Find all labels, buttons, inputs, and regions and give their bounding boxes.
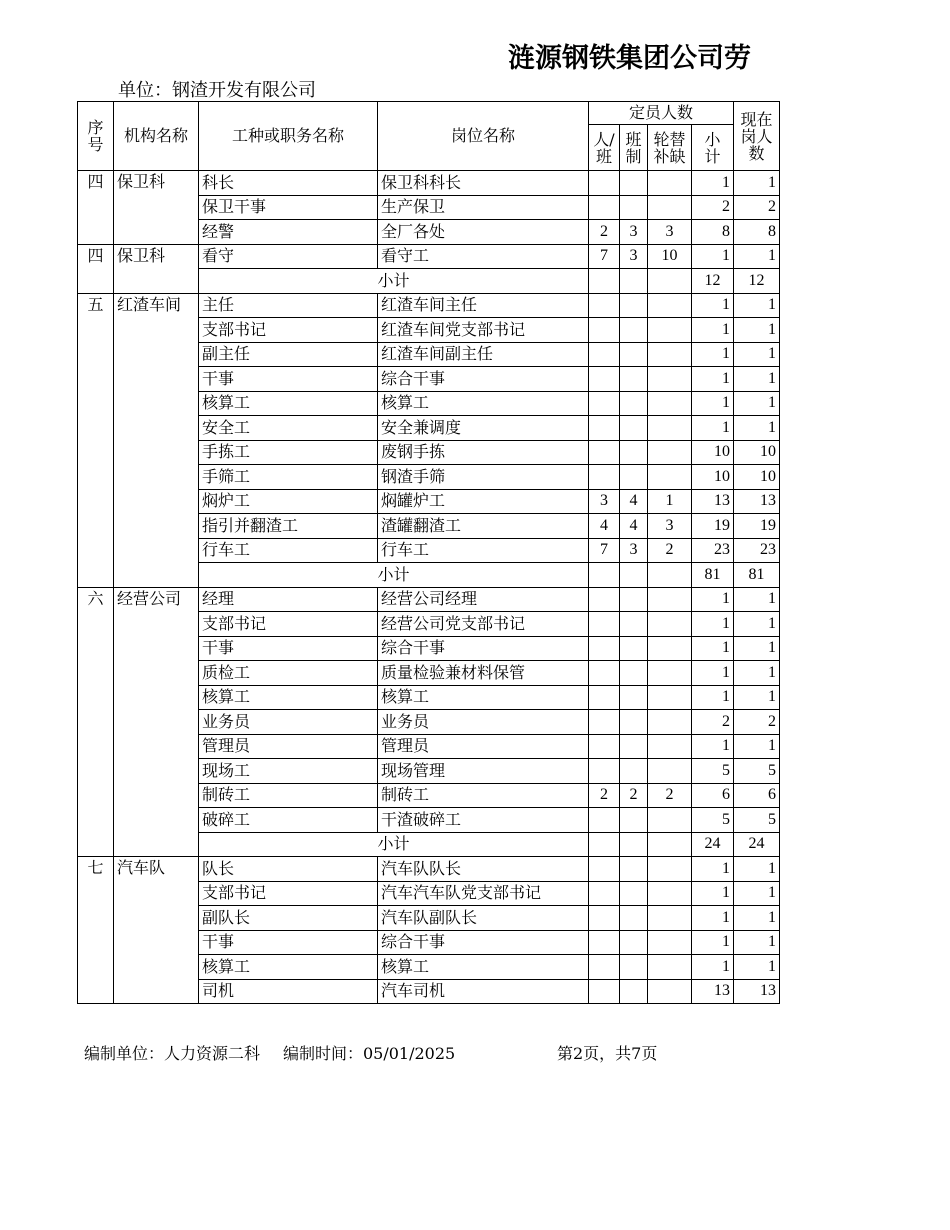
- job-cell: 质检工: [199, 661, 378, 686]
- per-shift-cell: [589, 367, 620, 392]
- current-cell: 2: [734, 195, 780, 220]
- post-cell: 安全兼调度: [378, 416, 589, 441]
- shifts-cell: [620, 465, 648, 490]
- post-cell: 现场管理: [378, 759, 589, 784]
- current-cell: 1: [734, 612, 780, 637]
- post-cell: 经营公司经理: [378, 587, 589, 612]
- subtotal-cell: 10: [692, 465, 734, 490]
- seq-cell: 四: [78, 244, 114, 293]
- relief-cell: [648, 171, 692, 196]
- header-current: 现在 岗人 数: [734, 102, 780, 171]
- subtotal-cell: 1: [692, 612, 734, 637]
- relief-cell: [648, 587, 692, 612]
- staffing-table: [77, 101, 780, 1004]
- job-cell: 安全工: [199, 416, 378, 441]
- shifts-cell: [620, 342, 648, 367]
- current-cell: 1: [734, 881, 780, 906]
- shifts-cell: [620, 416, 648, 441]
- shifts-cell: 4: [620, 489, 648, 514]
- relief-cell: [648, 661, 692, 686]
- per-shift-cell: [589, 440, 620, 465]
- current-cell: 10: [734, 465, 780, 490]
- post-cell: 经营公司党支部书记: [378, 612, 589, 637]
- relief-cell: [648, 881, 692, 906]
- job-cell: 制砖工: [199, 783, 378, 808]
- subtotal-value: 81: [692, 563, 734, 588]
- per-shift-cell: 7: [589, 538, 620, 563]
- post-cell: 红渣车间党支部书记: [378, 318, 589, 343]
- per-shift-cell: [589, 636, 620, 661]
- per-shift-cell: [589, 979, 620, 1004]
- shifts-cell: [620, 587, 648, 612]
- current-cell: 5: [734, 759, 780, 784]
- relief-cell: 2: [648, 783, 692, 808]
- subtotal-cell: 10: [692, 440, 734, 465]
- per-shift-cell: [589, 906, 620, 931]
- page-title: 涟源钢铁集团公司劳: [508, 43, 751, 74]
- org-cell: 红渣车间: [114, 293, 199, 587]
- shifts-cell: [620, 171, 648, 196]
- shifts-cell: [620, 734, 648, 759]
- relief-cell: [648, 416, 692, 441]
- unit-line: 单位：钢渣开发有限公司: [118, 80, 316, 101]
- relief-cell: 3: [648, 220, 692, 245]
- table-row: [78, 244, 780, 269]
- footer-compiler: 编制单位：人力资源二科: [84, 1044, 261, 1063]
- current-cell: 1: [734, 906, 780, 931]
- per-shift-cell: [589, 661, 620, 686]
- empty-cell: [589, 563, 620, 588]
- per-shift-cell: 2: [589, 783, 620, 808]
- shifts-cell: 4: [620, 514, 648, 539]
- subtotal-cell: 2: [692, 195, 734, 220]
- job-cell: 行车工: [199, 538, 378, 563]
- subtotal-cell: 1: [692, 587, 734, 612]
- job-cell: 手拣工: [199, 440, 378, 465]
- per-shift-cell: 2: [589, 220, 620, 245]
- subtotal-cell: 23: [692, 538, 734, 563]
- org-cell: 汽车队: [114, 857, 199, 1004]
- job-cell: 业务员: [199, 710, 378, 735]
- current-cell: 1: [734, 955, 780, 980]
- per-shift-cell: [589, 734, 620, 759]
- job-cell: 副队长: [199, 906, 378, 931]
- current-cell: 1: [734, 367, 780, 392]
- job-cell: 破碎工: [199, 808, 378, 833]
- subtotal-cell: 1: [692, 881, 734, 906]
- post-cell: 看守工: [378, 244, 589, 269]
- current-cell: 1: [734, 661, 780, 686]
- empty-cell: [648, 269, 692, 294]
- empty-cell: [620, 563, 648, 588]
- post-cell: 业务员: [378, 710, 589, 735]
- per-shift-cell: [589, 685, 620, 710]
- subtotal-current: 12: [734, 269, 780, 294]
- subtotal-cell: 1: [692, 636, 734, 661]
- shifts-cell: [620, 906, 648, 931]
- relief-cell: [648, 710, 692, 735]
- current-cell: 1: [734, 685, 780, 710]
- footer-time: 编制时间：05/01/2025: [283, 1044, 456, 1063]
- shifts-cell: [620, 195, 648, 220]
- shifts-cell: [620, 857, 648, 882]
- relief-cell: [648, 440, 692, 465]
- job-cell: 核算工: [199, 955, 378, 980]
- current-cell: 1: [734, 342, 780, 367]
- post-cell: 核算工: [378, 685, 589, 710]
- shifts-cell: [620, 881, 648, 906]
- relief-cell: [648, 808, 692, 833]
- per-shift-cell: [589, 759, 620, 784]
- per-shift-cell: [589, 710, 620, 735]
- shifts-cell: [620, 636, 648, 661]
- subtotal-cell: 13: [692, 489, 734, 514]
- current-cell: 1: [734, 416, 780, 441]
- current-cell: 1: [734, 293, 780, 318]
- post-cell: 汽车队队长: [378, 857, 589, 882]
- subtotal-label: 小计: [199, 563, 589, 588]
- job-cell: 手筛工: [199, 465, 378, 490]
- per-shift-cell: [589, 195, 620, 220]
- header-quota-group: 定员人数: [589, 102, 734, 125]
- relief-cell: [648, 195, 692, 220]
- job-cell: 保卫干事: [199, 195, 378, 220]
- current-cell: 13: [734, 979, 780, 1004]
- relief-cell: [648, 734, 692, 759]
- job-cell: 干事: [199, 367, 378, 392]
- post-cell: 焖罐炉工: [378, 489, 589, 514]
- org-cell: 保卫科: [114, 244, 199, 293]
- post-cell: 生产保卫: [378, 195, 589, 220]
- post-cell: 综合干事: [378, 930, 589, 955]
- relief-cell: [648, 293, 692, 318]
- relief-cell: [648, 906, 692, 931]
- header-org: 机构名称: [114, 102, 199, 171]
- relief-cell: [648, 636, 692, 661]
- job-cell: 队长: [199, 857, 378, 882]
- job-cell: 核算工: [199, 685, 378, 710]
- subtotal-cell: 1: [692, 955, 734, 980]
- subtotal-current: 81: [734, 563, 780, 588]
- subtotal-cell: 5: [692, 808, 734, 833]
- subtotal-cell: 1: [692, 930, 734, 955]
- table-row: [78, 857, 780, 882]
- subtotal-value: 24: [692, 832, 734, 857]
- shifts-cell: [620, 367, 648, 392]
- relief-cell: [648, 465, 692, 490]
- shifts-cell: [620, 930, 648, 955]
- header-post: 岗位名称: [378, 102, 589, 171]
- subtotal-cell: 19: [692, 514, 734, 539]
- seq-cell: 六: [78, 587, 114, 857]
- subtotal-cell: 1: [692, 244, 734, 269]
- shifts-cell: [620, 685, 648, 710]
- shifts-cell: [620, 710, 648, 735]
- shifts-cell: [620, 955, 648, 980]
- relief-cell: 1: [648, 489, 692, 514]
- header-seq: 序 号: [78, 102, 114, 171]
- per-shift-cell: [589, 318, 620, 343]
- post-cell: 综合干事: [378, 367, 589, 392]
- subtotal-cell: 8: [692, 220, 734, 245]
- shifts-cell: 3: [620, 244, 648, 269]
- post-cell: 汽车队副队长: [378, 906, 589, 931]
- job-cell: 支部书记: [199, 612, 378, 637]
- subtotal-cell: 1: [692, 734, 734, 759]
- per-shift-cell: [589, 881, 620, 906]
- seq-cell: 五: [78, 293, 114, 587]
- empty-cell: [589, 269, 620, 294]
- relief-cell: 2: [648, 538, 692, 563]
- current-cell: 1: [734, 587, 780, 612]
- relief-cell: [648, 685, 692, 710]
- subtotal-cell: 2: [692, 710, 734, 735]
- post-cell: 汽车汽车队党支部书记: [378, 881, 589, 906]
- per-shift-cell: [589, 171, 620, 196]
- subtotal-current: 24: [734, 832, 780, 857]
- relief-cell: [648, 391, 692, 416]
- subtotal-cell: 1: [692, 906, 734, 931]
- org-cell: 经营公司: [114, 587, 199, 857]
- per-shift-cell: [589, 955, 620, 980]
- current-cell: 1: [734, 857, 780, 882]
- seq-cell: 七: [78, 857, 114, 1004]
- current-cell: 1: [734, 636, 780, 661]
- current-cell: 23: [734, 538, 780, 563]
- header-relief: 轮替 补缺: [648, 125, 692, 171]
- subtotal-cell: 1: [692, 171, 734, 196]
- subtotal-cell: 1: [692, 857, 734, 882]
- subtotal-cell: 1: [692, 685, 734, 710]
- per-shift-cell: [589, 587, 620, 612]
- job-cell: 焖炉工: [199, 489, 378, 514]
- header-shifts: 班 制: [620, 125, 648, 171]
- subtotal-cell: 13: [692, 979, 734, 1004]
- table-row: [78, 587, 780, 612]
- post-cell: 综合干事: [378, 636, 589, 661]
- post-cell: 全厂各处: [378, 220, 589, 245]
- relief-cell: [648, 979, 692, 1004]
- shifts-cell: [620, 661, 648, 686]
- per-shift-cell: 4: [589, 514, 620, 539]
- relief-cell: 10: [648, 244, 692, 269]
- per-shift-cell: [589, 416, 620, 441]
- subtotal-cell: 1: [692, 416, 734, 441]
- post-cell: 红渣车间副主任: [378, 342, 589, 367]
- relief-cell: [648, 367, 692, 392]
- job-cell: 干事: [199, 930, 378, 955]
- current-cell: 13: [734, 489, 780, 514]
- shifts-cell: [620, 759, 648, 784]
- shifts-cell: [620, 391, 648, 416]
- post-cell: 汽车司机: [378, 979, 589, 1004]
- post-cell: 渣罐翻渣工: [378, 514, 589, 539]
- per-shift-cell: [589, 293, 620, 318]
- per-shift-cell: [589, 857, 620, 882]
- header-subtotal: 小 计: [692, 125, 734, 171]
- job-cell: 经理: [199, 587, 378, 612]
- table-row: [78, 293, 780, 318]
- table-row: [78, 171, 780, 196]
- post-cell: 行车工: [378, 538, 589, 563]
- shifts-cell: [620, 293, 648, 318]
- subtotal-cell: 6: [692, 783, 734, 808]
- shifts-cell: [620, 979, 648, 1004]
- subtotal-label: 小计: [199, 832, 589, 857]
- empty-cell: [589, 832, 620, 857]
- shifts-cell: 3: [620, 220, 648, 245]
- current-cell: 19: [734, 514, 780, 539]
- job-cell: 干事: [199, 636, 378, 661]
- per-shift-cell: [589, 612, 620, 637]
- post-cell: 核算工: [378, 391, 589, 416]
- relief-cell: [648, 612, 692, 637]
- footer-page: 第2页，共7页: [557, 1044, 658, 1063]
- relief-cell: [648, 759, 692, 784]
- seq-cell: 四: [78, 171, 114, 245]
- post-cell: 废钢手拣: [378, 440, 589, 465]
- subtotal-cell: 1: [692, 293, 734, 318]
- job-cell: 科长: [199, 171, 378, 196]
- current-cell: 2: [734, 710, 780, 735]
- current-cell: 1: [734, 171, 780, 196]
- per-shift-cell: 3: [589, 489, 620, 514]
- per-shift-cell: 7: [589, 244, 620, 269]
- post-cell: 核算工: [378, 955, 589, 980]
- per-shift-cell: [589, 391, 620, 416]
- shifts-cell: [620, 318, 648, 343]
- post-cell: 制砖工: [378, 783, 589, 808]
- current-cell: 10: [734, 440, 780, 465]
- subtotal-cell: 1: [692, 367, 734, 392]
- subtotal-label: 小计: [199, 269, 589, 294]
- relief-cell: [648, 342, 692, 367]
- subtotal-cell: 1: [692, 318, 734, 343]
- header-per-shift: 人/ 班: [589, 125, 620, 171]
- job-cell: 看守: [199, 244, 378, 269]
- current-cell: 1: [734, 318, 780, 343]
- job-cell: 主任: [199, 293, 378, 318]
- job-cell: 核算工: [199, 391, 378, 416]
- subtotal-cell: 1: [692, 661, 734, 686]
- current-cell: 5: [734, 808, 780, 833]
- shifts-cell: [620, 612, 648, 637]
- job-cell: 副主任: [199, 342, 378, 367]
- empty-cell: [620, 269, 648, 294]
- org-cell: 保卫科: [114, 171, 199, 245]
- per-shift-cell: [589, 930, 620, 955]
- relief-cell: 3: [648, 514, 692, 539]
- relief-cell: [648, 955, 692, 980]
- shifts-cell: [620, 440, 648, 465]
- shifts-cell: 3: [620, 538, 648, 563]
- current-cell: 1: [734, 734, 780, 759]
- per-shift-cell: [589, 465, 620, 490]
- current-cell: 8: [734, 220, 780, 245]
- post-cell: 红渣车间主任: [378, 293, 589, 318]
- post-cell: 钢渣手筛: [378, 465, 589, 490]
- empty-cell: [648, 832, 692, 857]
- relief-cell: [648, 857, 692, 882]
- post-cell: 保卫科科长: [378, 171, 589, 196]
- subtotal-cell: 5: [692, 759, 734, 784]
- per-shift-cell: [589, 342, 620, 367]
- job-cell: 司机: [199, 979, 378, 1004]
- job-cell: 现场工: [199, 759, 378, 784]
- relief-cell: [648, 318, 692, 343]
- post-cell: 干渣破碎工: [378, 808, 589, 833]
- empty-cell: [620, 832, 648, 857]
- subtotal-cell: 1: [692, 342, 734, 367]
- current-cell: 1: [734, 244, 780, 269]
- header-row-1: [78, 102, 780, 125]
- job-cell: 指引并翻渣工: [199, 514, 378, 539]
- shifts-cell: 2: [620, 783, 648, 808]
- subtotal-value: 12: [692, 269, 734, 294]
- post-cell: 质量检验兼材料保管: [378, 661, 589, 686]
- job-cell: 管理员: [199, 734, 378, 759]
- shifts-cell: [620, 808, 648, 833]
- job-cell: 支部书记: [199, 318, 378, 343]
- post-cell: 管理员: [378, 734, 589, 759]
- relief-cell: [648, 930, 692, 955]
- job-cell: 经警: [199, 220, 378, 245]
- current-cell: 1: [734, 930, 780, 955]
- subtotal-cell: 1: [692, 391, 734, 416]
- current-cell: 1: [734, 391, 780, 416]
- current-cell: 6: [734, 783, 780, 808]
- per-shift-cell: [589, 808, 620, 833]
- job-cell: 支部书记: [199, 881, 378, 906]
- header-job: 工种或职务名称: [199, 102, 378, 171]
- empty-cell: [648, 563, 692, 588]
